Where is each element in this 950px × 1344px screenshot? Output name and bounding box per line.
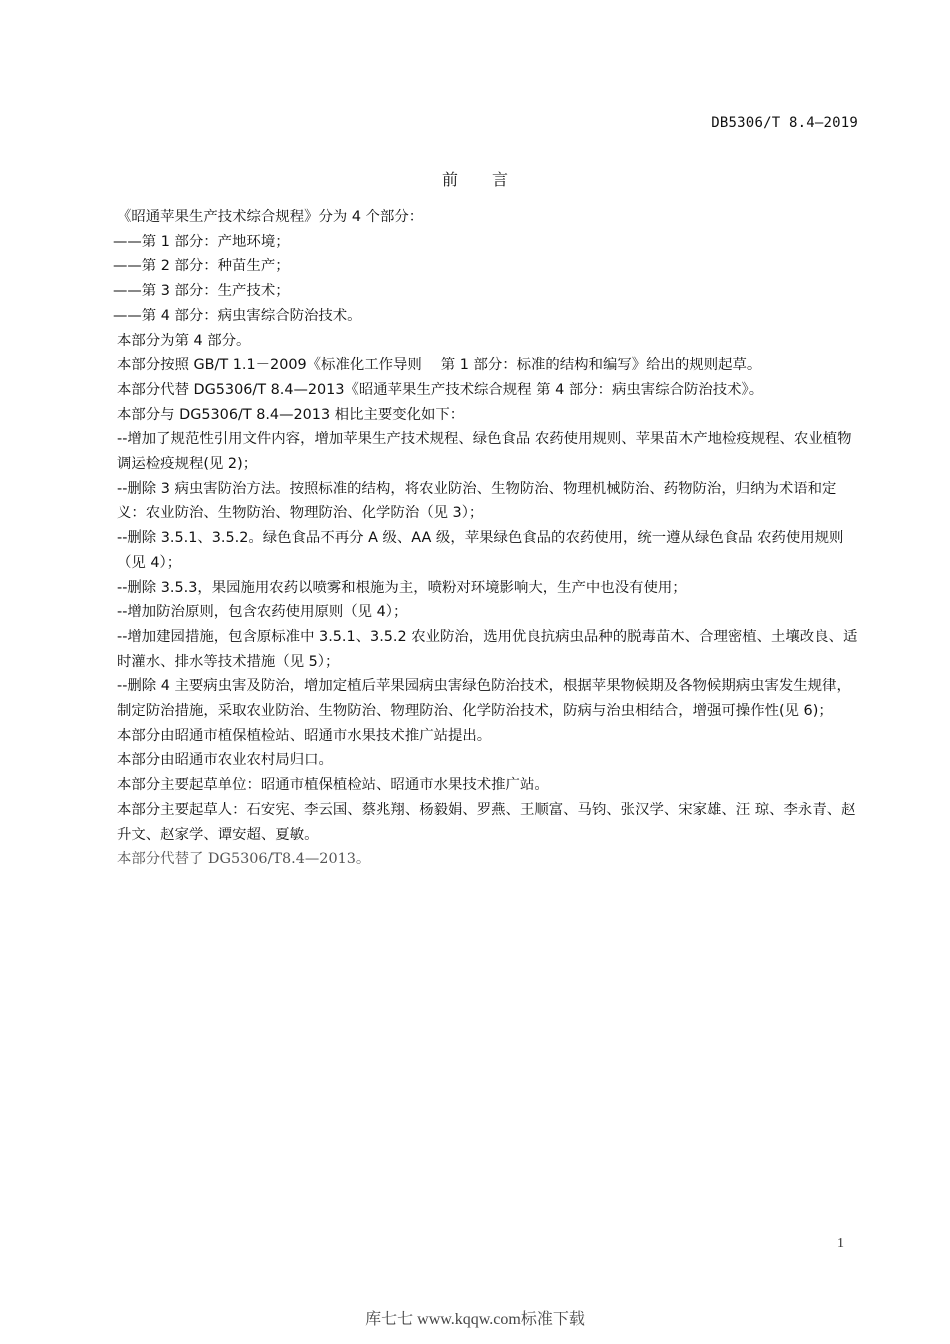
drafters-line: 本部分主要起草人：石安宪、李云国、蔡兆翔、杨毅娟、罗燕、王顺富、马钧、张汉学、宋家雄、汪 琼、李永青、赵升文、赵家学、谭安超、夏敏。	[117, 801, 856, 843]
jurisdiction-line: 本部分由昭通市农业农村局归口。	[117, 752, 333, 769]
part-list-item: ——第 1 部分：产地环境；	[113, 233, 290, 250]
this-part-line: 本部分为第 4 部分。	[117, 332, 251, 349]
change-item: --增加建园措施，包含原标准中 3.5.1、3.5.2 农业防治，选用优良抗病虫品种的脱毒苗木、合理密植、土壤改良、适时灌水、排水等技术措施（见 5）；	[117, 628, 858, 670]
part-list-item: ——第 2 部分：种苗生产；	[113, 258, 290, 275]
change-item: --增加防治原则，包含农药使用原则（见 4）；	[117, 604, 408, 621]
change-item: --删除 3.5.1、3.5.2。绿色食品不再分 A 级、AA 级，苹果绿色食品的农药使用，统一遵从绿色食品 农药使用规则（见 4）；	[117, 530, 844, 571]
intro-line: 《昭通苹果生产技术综合规程》分为 4 个部分：	[117, 209, 424, 225]
document-id: DB5306/T 8.4—2019	[711, 115, 858, 131]
change-item: --增加了规范性引用文件内容，增加苹果生产技术规程、绿色食品 农药使用规则、苹果苗木产地检疫规程、农业植物调运检疫规程(见 2)；	[117, 431, 852, 473]
drafting-rule-line: 本部分按照 GB/T 1.1－2009《标准化工作导则 第 1 部分：标准的结构和编写》给出的规则起草。	[117, 357, 762, 374]
replaces-line: 本部分代替 DG5306/T 8.4—2013《昭通苹果生产技术综合规程 第 4 部分：病虫害综合防治技术》。	[117, 381, 764, 398]
change-item: --删除 4 主要病虫害及防治，增加定植后苹果园病虫害绿色防治技术，根据苹果物候期及各物候期病虫害发生规律，制定防治措施，采取农业防治、生物防治、物理防治、化学防治技术，防病与治虫相结合，增强可操作性(见 6)；	[117, 678, 851, 720]
drafting-units-line: 本部分主要起草单位：昭通市植保植检站、昭通市水果技术推广站。	[117, 777, 549, 794]
page-number: 1	[837, 1236, 844, 1251]
replaced-note-line: 本部分代替了 DG5306/T8.4—2013。	[117, 851, 371, 868]
watermark-link[interactable]: 库七七 www.kqqw.com标准下载	[365, 1311, 585, 1328]
changes-intro-line: 本部分与 DG5306/T 8.4—2013 相比主要变化如下：	[117, 406, 465, 423]
foreword-body	[113, 205, 862, 872]
part-list-item: ——第 3 部分：生产技术；	[113, 283, 290, 300]
page-title: 前言	[441, 170, 542, 189]
change-item: --删除 3.5.3，果园施用农药以喷雾和根施为主，喷粉对环境影响大，生产中也没有使用；	[117, 579, 687, 596]
change-item: --删除 3 病虫害防治方法。按照标准的结构，将农业防治、生物防治、物理机械防治、药物防治，归纳为术语和定义：农业防治、生物防治、物理防治、化学防治（见 3）；	[117, 480, 837, 522]
part-list-item: ——第 4 部分：病虫害综合防治技术。	[113, 307, 362, 324]
proposed-by-line: 本部分由昭通市植保植检站、昭通市水果技术推广站提出。	[117, 727, 492, 744]
